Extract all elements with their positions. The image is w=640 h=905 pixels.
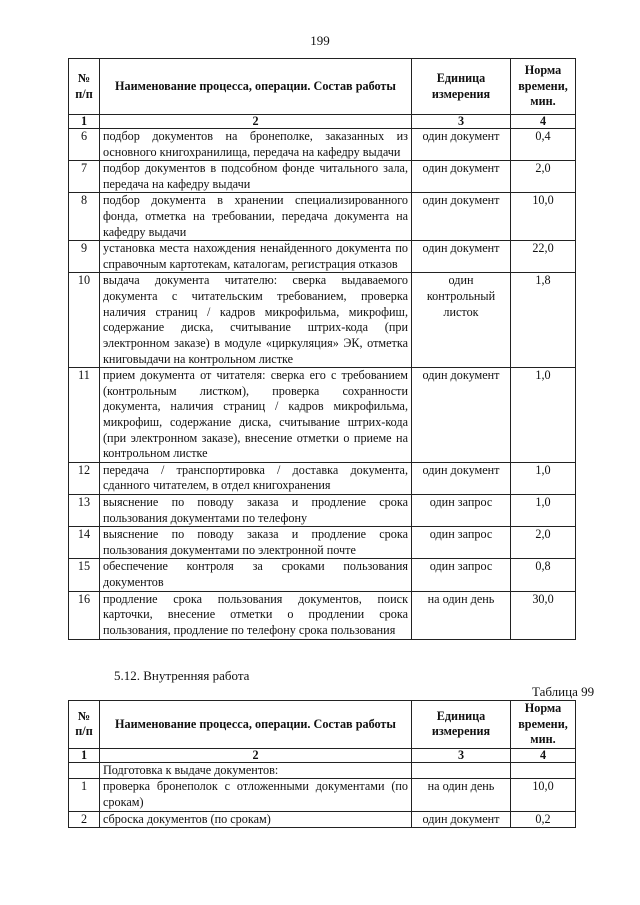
time-norm: 1,0 (511, 368, 576, 463)
process-description: выдача документа читателю: сверка выдаваемого документа с читательским требованием, проверка наличия страниц / кадров микрофильма, микрофиш, содержание диска, считывание штрих-кода (при электронном заказе) в модуле «циркуляция» ЭК, отметка книговыдачи на контрольном листке (100, 273, 412, 368)
table-header-row (69, 701, 576, 749)
time-norm: 1,0 (511, 495, 576, 527)
row-number: 1 (69, 779, 100, 811)
unit-of-measure: один запрос (412, 527, 511, 559)
header-num: № п/п (69, 701, 100, 749)
unit-of-measure: один документ (412, 462, 511, 494)
row-number: 13 (69, 495, 100, 527)
row-number: 15 (69, 559, 100, 591)
process-description: обеспечение контроля за сроками пользования документов (100, 559, 412, 591)
unit-of-measure: один запрос (412, 559, 511, 591)
unit-of-measure: один документ (412, 193, 511, 241)
unit-of-measure: один документ (412, 241, 511, 273)
table-row (69, 495, 576, 527)
index-cell: 1 (69, 748, 100, 762)
table-row (69, 527, 576, 559)
norms-table-98 (68, 58, 576, 640)
header-unit: Единица измерения (412, 701, 511, 749)
table-row (69, 811, 576, 828)
table-caption: Таблица 99 (532, 684, 595, 699)
unit-of-measure: один контрольный листок (412, 273, 511, 368)
row-number: 10 (69, 273, 100, 368)
time-norm: 10,0 (511, 193, 576, 241)
process-description: подбор документов на бронеполке, заказанных из основного книгохранилища, передача на кафедру выдачи (100, 129, 412, 161)
process-description: продление срока пользования документов, поиск карточки, внесение отметки о продлении срока пользования, продление по телефону срока пользования (100, 591, 412, 639)
process-description: прием документа от читателя: сверка его с требованием (контрольным листком), проверка сохранности документа, наличия страниц / кадров микрофильма, микрофиш, содержание диска, считывание штрих-кода (при электронном заказе), внесение отметки о приеме на контрольном листке (100, 368, 412, 463)
row-number: 9 (69, 241, 100, 273)
header-name: Наименование процесса, операции. Состав работы (100, 701, 412, 749)
index-cell: 2 (100, 748, 412, 762)
header-num: № п/п (69, 59, 100, 115)
time-norm: 1,8 (511, 273, 576, 368)
row-number: 14 (69, 527, 100, 559)
unit-of-measure: один документ (412, 368, 511, 463)
unit-of-measure: на один день (412, 779, 511, 811)
time-norm: 0,8 (511, 559, 576, 591)
table-row (69, 161, 576, 193)
table-row (69, 559, 576, 591)
process-description: установка места нахождения ненайденного документа по справочным картотекам, каталогам, регистрация отказов (100, 241, 412, 273)
unit-of-measure: один документ (412, 811, 511, 828)
process-description: передача / транспортировка / доставка документа, сданного читателем, в отдел книгохранения (100, 462, 412, 494)
time-norm: 0,2 (511, 811, 576, 828)
header-norm: Норма времени, мин. (511, 59, 576, 115)
column-index-row (69, 748, 576, 762)
time-norm: 30,0 (511, 591, 576, 639)
table-subheading-row (69, 762, 576, 779)
table-row (69, 129, 576, 161)
table-header-row (69, 59, 576, 115)
table-row (69, 779, 576, 811)
time-norm: 0,4 (511, 129, 576, 161)
process-description: выяснение по поводу заказа и продление срока пользования документами по телефону (100, 495, 412, 527)
time-norm: 2,0 (511, 161, 576, 193)
section-heading: 5.12. Внутренняя работа (114, 668, 250, 683)
unit-of-measure: один документ (412, 161, 511, 193)
column-index-row (69, 115, 576, 129)
process-description: подбор документов в подсобном фонде читального зала, передача на кафедру выдачи (100, 161, 412, 193)
table-row (69, 462, 576, 494)
header-unit: Единица измерения (412, 59, 511, 115)
index-cell: 3 (412, 115, 511, 129)
unit-of-measure: на один день (412, 591, 511, 639)
process-description: проверка бронеполок с отложенными документами (по срокам) (100, 779, 412, 811)
row-number: 8 (69, 193, 100, 241)
index-cell: 4 (511, 748, 576, 762)
index-cell: 2 (100, 115, 412, 129)
table-row (69, 193, 576, 241)
unit-of-measure: один запрос (412, 495, 511, 527)
time-norm: 1,0 (511, 462, 576, 494)
unit-of-measure: один документ (412, 129, 511, 161)
time-norm: 10,0 (511, 779, 576, 811)
header-norm: Норма времени, мин. (511, 701, 576, 749)
table-row (69, 241, 576, 273)
process-description: выяснение по поводу заказа и продление срока пользования документами по электронной почте (100, 527, 412, 559)
time-norm: 22,0 (511, 241, 576, 273)
norms-table-99 (68, 700, 576, 828)
index-cell: 1 (69, 115, 100, 129)
row-number: 12 (69, 462, 100, 494)
row-number: 16 (69, 591, 100, 639)
row-number: 6 (69, 129, 100, 161)
process-description: сброска документов (по срокам) (100, 811, 412, 828)
page-number: 199 (310, 33, 330, 48)
row-number: 11 (69, 368, 100, 463)
subheading-cell: Подготовка к выдаче документов: (100, 762, 412, 779)
header-name: Наименование процесса, операции. Состав работы (100, 59, 412, 115)
table-row (69, 591, 576, 639)
index-cell: 4 (511, 115, 576, 129)
row-number: 7 (69, 161, 100, 193)
process-description: подбор документа в хранении специализированного фонда, отметка на требовании, передача документа на кафедру выдачи (100, 193, 412, 241)
time-norm: 2,0 (511, 527, 576, 559)
table-row (69, 273, 576, 368)
row-number: 2 (69, 811, 100, 828)
index-cell: 3 (412, 748, 511, 762)
table-row (69, 368, 576, 463)
